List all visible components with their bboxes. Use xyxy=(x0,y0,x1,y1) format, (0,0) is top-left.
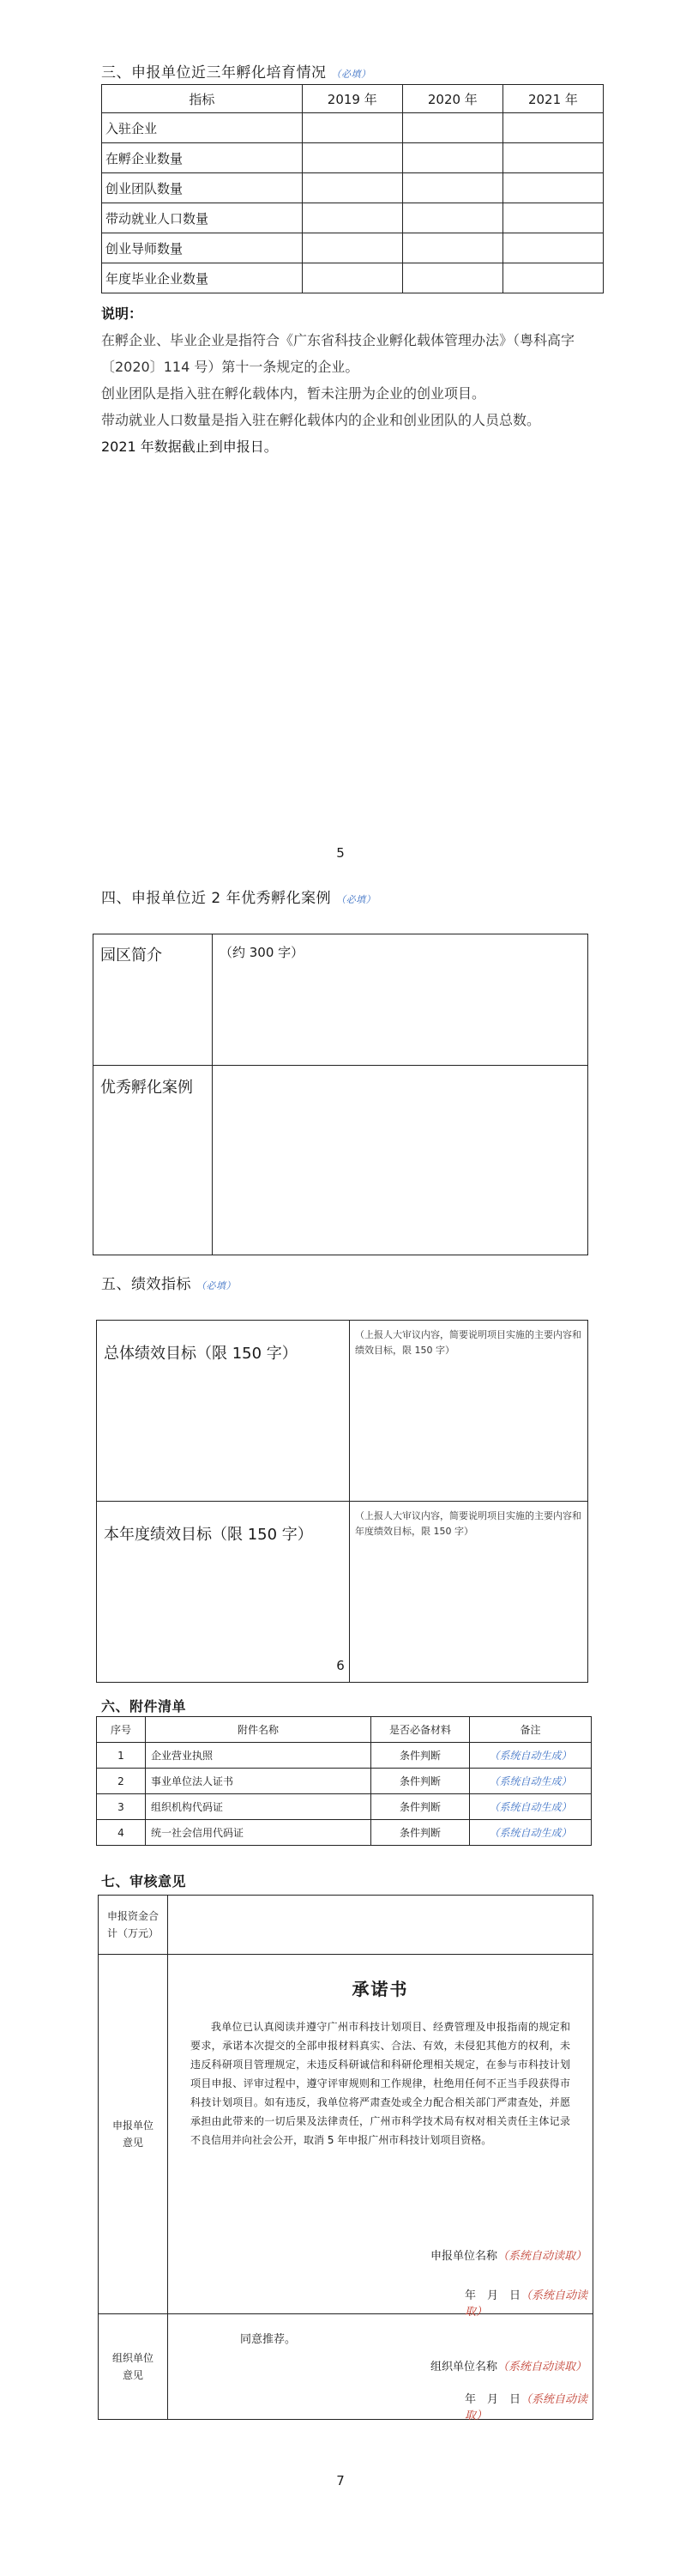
pledge-cell xyxy=(168,1955,593,2319)
note-line: 2021 年数据截止到申报日。 xyxy=(101,438,278,455)
applicant-opinion-label: 申报单位意见 xyxy=(99,1955,168,2314)
input-cell[interactable] xyxy=(402,263,502,293)
auto-read-value: （系统自动读取） xyxy=(497,2250,587,2263)
table-row xyxy=(102,263,604,293)
page-number: 5 xyxy=(336,845,345,861)
auto-read-value: （系统自动读取） xyxy=(465,2393,588,2422)
table-row xyxy=(97,1794,592,1820)
required-status: 条件判断 xyxy=(371,1794,470,1820)
header-cell: 2021 年 xyxy=(502,85,603,113)
input-cell[interactable] xyxy=(502,203,603,233)
required-tag: （必填） xyxy=(331,69,371,80)
header-cell: 备注 xyxy=(470,1717,592,1743)
table-row xyxy=(102,143,604,173)
note-line: 在孵企业、毕业企业是指符合《广东省科技企业孵化载体管理办法》（粤科高字〔2020〕114 号）第十一条规定的企业。 xyxy=(101,332,575,375)
note-line: 带动就业人口数量是指入驻在孵化载体内的企业和创业团队的人员总数。 xyxy=(101,412,541,428)
table-row xyxy=(97,1743,592,1769)
row-label: 本年度绩效目标（限 150 字） xyxy=(97,1502,350,1683)
input-cell[interactable] xyxy=(502,263,603,293)
section-4-title: 四、申报单位近 2 年优秀孵化案例 （必填） xyxy=(101,890,376,907)
input-cell[interactable] xyxy=(402,203,502,233)
table-row xyxy=(99,1896,593,1955)
auto-read-value: （系统自动读取） xyxy=(465,2289,588,2319)
header-cell: 指标 xyxy=(102,85,303,113)
notes-heading: 说明： xyxy=(101,305,143,322)
table-row xyxy=(97,1502,588,1683)
page-number: 7 xyxy=(336,2473,345,2488)
incubation-table xyxy=(101,84,604,293)
input-cell[interactable] xyxy=(502,173,603,203)
row-no: 3 xyxy=(97,1794,146,1820)
input-cell[interactable] xyxy=(302,233,402,263)
input-cell[interactable] xyxy=(302,113,402,143)
table-row xyxy=(99,2314,593,2420)
row-label: 创业团队数量 xyxy=(102,173,303,203)
table-row xyxy=(102,173,604,203)
date-label: 年 月 日 xyxy=(465,2289,521,2302)
row-label: 在孵企业数量 xyxy=(102,143,303,173)
required-tag: （必填） xyxy=(336,894,376,905)
input-cell[interactable] xyxy=(402,233,502,263)
amount-label: 申报资金合计（万元） xyxy=(99,1896,168,1955)
org-date-row xyxy=(465,2390,593,2422)
table-row xyxy=(97,1820,592,1846)
row-label: 优秀孵化案例 xyxy=(93,1066,213,1255)
remark-cell: （系统自动生成） xyxy=(470,1820,592,1846)
table-row xyxy=(102,233,604,263)
section-7-title: 七、审核意见 xyxy=(101,1873,187,1890)
case-table xyxy=(93,934,588,1255)
remark-cell: （系统自动生成） xyxy=(470,1769,592,1794)
section-3-title: 三、申报单位近三年孵化培育情况 （必填） xyxy=(101,64,371,82)
table-header-row xyxy=(97,1717,592,1743)
required-status: 条件判断 xyxy=(371,1820,470,1846)
input-cell[interactable] xyxy=(302,263,402,293)
sign-unit-label: 申报单位名称 xyxy=(430,2250,498,2263)
amount-field[interactable] xyxy=(168,1896,593,1955)
table-row xyxy=(97,1321,588,1502)
input-cell[interactable] xyxy=(502,143,603,173)
input-cell[interactable] xyxy=(502,233,603,263)
pledge-body: 我单位已认真阅读并遵守广州市科技计划项目、经费管理及申报指南的规定和要求，承诺本次提交的全部申报材料真实、合法、有效，未侵犯其他方的权利，未违反科研项目管理规定，未违反科研诚信和科研伦理相关规定，在参与市科技计划项目申报、评审过程中，遵守评审规则和工作规律，杜绝用任何不正当手段获得市科技计划项目。如有违反，我单位将严肃查处或全力配合相关部门严肃查处，并愿承担由此带来的一切后果及法律责任，广州市科学技术局有权对相关责任主体记录不良信用并向社会公开，取消 5 年申报广州市科技计划项目资格。 xyxy=(190,2021,570,2146)
row-label: 总体绩效目标（限 150 字） xyxy=(97,1321,350,1502)
required-tag: （必填） xyxy=(196,1280,236,1291)
note-line: 创业团队是指入驻在孵化载体内，暂未注册为企业的创业项目。 xyxy=(101,385,486,402)
input-cell[interactable] xyxy=(302,173,402,203)
header-cell: 是否必备材料 xyxy=(371,1717,470,1743)
row-label: 创业导师数量 xyxy=(102,233,303,263)
review-table xyxy=(98,1895,593,2420)
performance-table xyxy=(96,1320,588,1683)
input-cell[interactable] xyxy=(502,113,603,143)
header-cell: 附件名称 xyxy=(146,1717,371,1743)
table-row xyxy=(102,203,604,233)
remark-cell: （系统自动生成） xyxy=(470,1794,592,1820)
org-opinion-label: 组织单位意见 xyxy=(99,2314,168,2420)
input-cell[interactable] xyxy=(402,113,502,143)
org-opinion-cell xyxy=(168,2314,593,2420)
date-label: 年 月 日 xyxy=(465,2393,521,2406)
row-label: 年度毕业企业数量 xyxy=(102,263,303,293)
table-row xyxy=(97,1769,592,1794)
row-label: 入驻企业 xyxy=(102,113,303,143)
section-5-title: 五、绩效指标 （必填） xyxy=(101,1276,236,1293)
row-no: 2 xyxy=(97,1769,146,1794)
notes-block xyxy=(101,300,616,460)
auto-read-value: （系统自动读取） xyxy=(497,2361,587,2373)
section-6-title: 六、附件清单 xyxy=(101,1698,187,1714)
row-no: 1 xyxy=(97,1743,146,1769)
org-sign-row xyxy=(430,2357,587,2373)
table-row xyxy=(93,1066,588,1255)
input-cell[interactable] xyxy=(302,203,402,233)
remark-cell: （系统自动生成） xyxy=(470,1743,592,1769)
row-no: 4 xyxy=(97,1820,146,1846)
org-sign-unit-label: 组织单位名称 xyxy=(430,2361,498,2373)
table-row xyxy=(99,1955,593,2314)
required-status: 条件判断 xyxy=(371,1769,470,1794)
org-opinion-text[interactable]: 同意推荐。 xyxy=(240,2333,297,2346)
park-intro-field[interactable]: （约 300 字） xyxy=(213,934,588,1066)
attachment-name: 企业营业执照 xyxy=(146,1743,371,1769)
pledge-title: 承诺书 xyxy=(352,1979,409,1999)
table-row xyxy=(102,113,604,143)
attachments-table xyxy=(96,1716,592,1846)
row-label: 带动就业人口数量 xyxy=(102,203,303,233)
row-label: 园区简介 xyxy=(93,934,213,1066)
attachment-name: 事业单位法人证书 xyxy=(146,1769,371,1794)
input-cell[interactable] xyxy=(302,143,402,173)
input-cell[interactable] xyxy=(402,143,502,173)
required-status: 条件判断 xyxy=(371,1743,470,1769)
attachment-name: 组织机构代码证 xyxy=(146,1794,371,1820)
overall-goal-field[interactable]: （上报人大审议内容，简要说明项目实施的主要内容和绩效目标，限 150 字） xyxy=(350,1321,588,1502)
input-cell[interactable] xyxy=(402,173,502,203)
header-cell: 2020 年 xyxy=(402,85,502,113)
table-header-row xyxy=(102,85,604,113)
header-cell: 2019 年 xyxy=(302,85,402,113)
case-field[interactable] xyxy=(213,1066,588,1255)
table-row xyxy=(93,934,588,1066)
annual-goal-field[interactable]: （上报人大审议内容，简要说明项目实施的主要内容和年度绩效目标，限 150 字） xyxy=(350,1502,588,1683)
page-number: 6 xyxy=(336,1658,345,1673)
attachment-name: 统一社会信用代码证 xyxy=(146,1820,371,1846)
header-cell: 序号 xyxy=(97,1717,146,1743)
applicant-sign-row xyxy=(430,2246,587,2263)
